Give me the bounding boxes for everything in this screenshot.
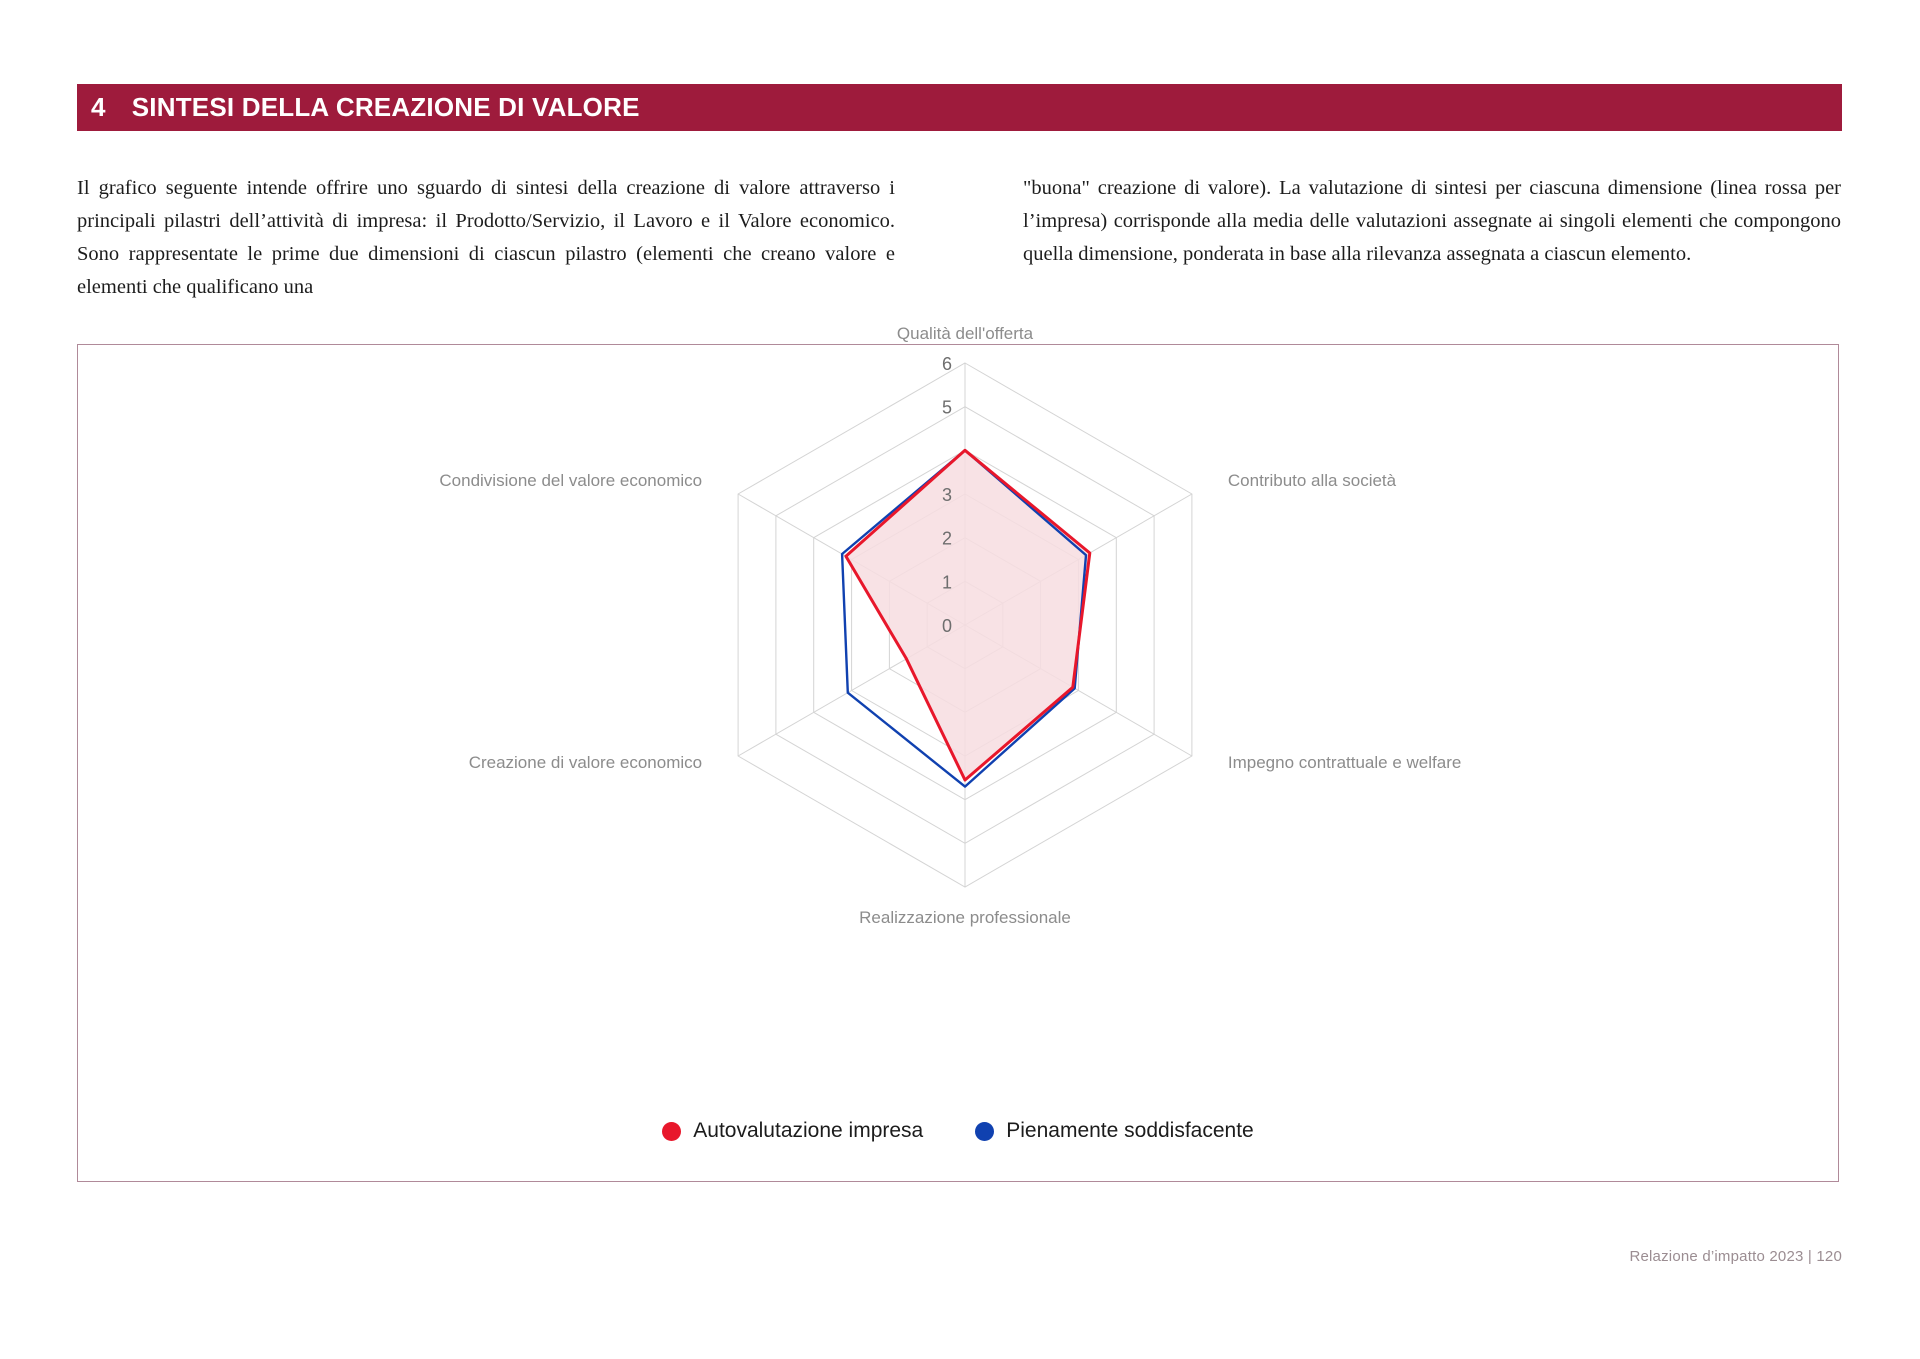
radar-axis-label: Creazione di valore economico (468, 753, 703, 772)
page-title: SINTESI DELLA CREAZIONE DI VALORE (131, 92, 640, 122)
section-header-band (77, 84, 1842, 131)
legend-dot-pienamente-soddisfacente (975, 1122, 994, 1141)
intro-paragraph-left: Il grafico seguente intende offrire uno sguardo di sintesi della creazione di valore attraverso i principali pilastri dell’attività di impresa: il Prodotto/Servizio, il Lavoro e il Valore economico. Sono rappresentate le prime due dimensioni di ciascun pilastro (elementi che creano valore e elementi che qualificano una (77, 177, 895, 298)
radar-series-fill (846, 450, 1090, 780)
radar-axis-label: Condivisione del valore economico (439, 471, 703, 490)
intro-text (77, 172, 1842, 304)
legend-label-autovalutazione: Autovalutazione impresa (693, 1119, 924, 1142)
legend-dot-autovalutazione (662, 1122, 681, 1141)
intro-column-right (1023, 172, 1841, 304)
radial-tick-label: 6 (941, 354, 952, 374)
intro-paragraph-right: "buona" creazione di valore). La valutazione di sintesi per ciascuna dimensione (linea rossa per l’impresa) corrisponde alla media delle valutazioni assegnate ai singoli elementi che compongono quella dimensione, ponderata in base alla rilevanza assegnata a ciascun elemento. (1023, 177, 1841, 265)
radar-axis-label: Contributo alla società (1227, 471, 1397, 490)
radar-chart-svg (78, 324, 1840, 1183)
radar-axis-label: Qualità dell'offerta (896, 324, 1034, 343)
radar-chart-canvas (78, 324, 1838, 1181)
page-footer: Relazione d’impatto 2023 | 120 (1629, 1248, 1842, 1265)
radar-axis-label: Impegno contrattuale e welfare (1227, 753, 1462, 772)
radial-tick-label: 1 (941, 572, 952, 593)
radial-tick-label: 0 (941, 616, 952, 636)
intro-column-left (77, 172, 895, 304)
radial-tick-label: 5 (941, 397, 952, 418)
radar-axis-label: Realizzazione professionale (859, 908, 1071, 927)
section-number: 4 (91, 92, 106, 122)
radar-chart-container (77, 324, 1839, 1182)
legend-item-autovalutazione (662, 1119, 923, 1143)
legend-label-pienamente-soddisfacente: Pienamente soddisfacente (1006, 1119, 1254, 1142)
legend-item-pienamente-soddisfacente (975, 1119, 1254, 1143)
radial-tick-label: 2 (941, 528, 952, 549)
radial-tick-label: 3 (941, 485, 952, 505)
chart-legend (78, 1119, 1838, 1143)
